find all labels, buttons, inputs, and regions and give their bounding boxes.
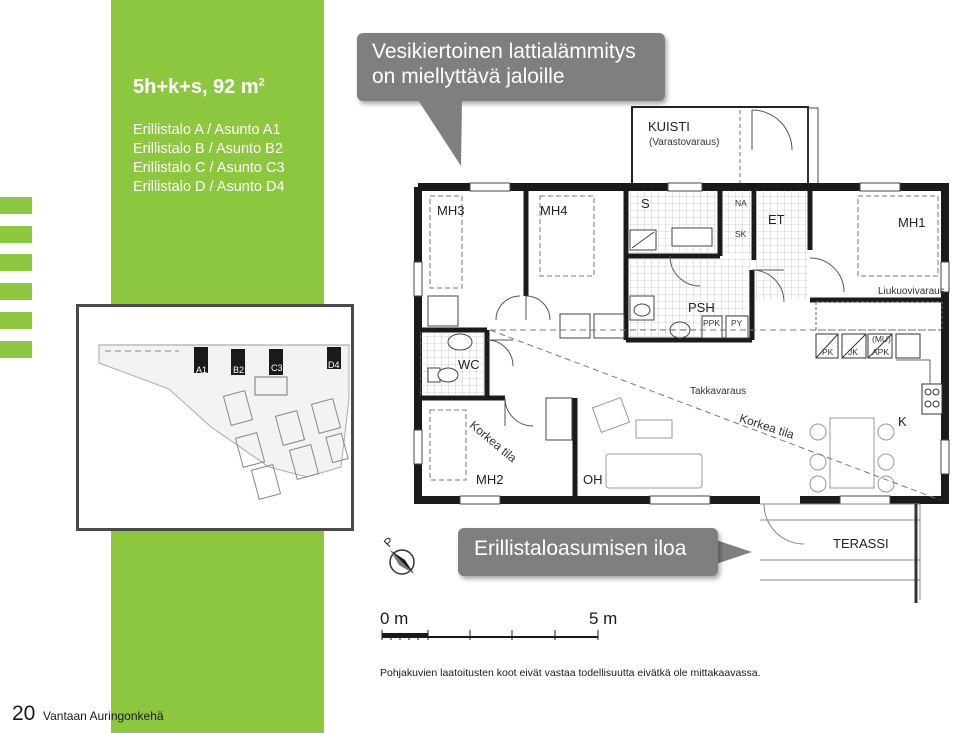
label-py: PY — [731, 318, 743, 328]
room-label-oh: OH — [583, 472, 603, 487]
publication-name: Vantaan Auringonkehä — [43, 709, 164, 723]
room-label-mh3: MH3 — [437, 203, 465, 218]
site-label-d4: D4 — [328, 360, 340, 370]
label-apk: APK — [872, 347, 890, 357]
unit-item: Erillistalo D / Asunto D4 — [133, 179, 285, 195]
room-note-kuisti: (Varastovaraus) — [649, 137, 720, 148]
label-jk: JK — [848, 347, 858, 357]
callout-top-text: Vesikiertoinen lattialämmitys on miellyttävä jaloille — [372, 40, 636, 88]
label-sliding-door: Liukuovivaraus — [878, 286, 945, 297]
unit-item: Erillistalo B / Asunto B2 — [133, 141, 283, 157]
callout-bottom-text: Erillistaloasumisen iloa — [474, 537, 687, 560]
room-label-terassi: TERASSI — [833, 536, 889, 551]
scale-label-start: 0 m — [380, 609, 409, 628]
room-label-mh2: MH2 — [476, 472, 504, 487]
room-label-na: NA — [735, 198, 747, 208]
apartment-title: 5h+k+s, 92 $m^2$ — [133, 76, 265, 98]
compass-rose — [390, 550, 414, 574]
site-label-b2: B2 — [233, 365, 245, 375]
label-pk: PK — [822, 347, 834, 357]
site-label-a1: A1 — [196, 365, 208, 375]
label-ppk: PPK — [703, 318, 721, 328]
room-label-psh: PSH — [688, 300, 715, 315]
label-mu: (MU) — [872, 334, 891, 344]
room-label-kuisti: KUISTI — [648, 119, 690, 134]
room-label-sk: SK — [735, 229, 747, 239]
label-high-ceiling-2: Korkea tila — [737, 411, 796, 442]
compass-label: P — [381, 534, 397, 550]
room-label-wc: WC — [458, 357, 480, 372]
room-label-mh1: MH1 — [898, 215, 926, 230]
scale-label-end: 5 m — [589, 609, 618, 628]
unit-item: Erillistalo A / Asunto A1 — [133, 122, 281, 138]
room-label-et: ET — [768, 212, 785, 227]
site-label-c3: C3 — [271, 363, 283, 373]
room-label-k: K — [898, 414, 907, 429]
label-fireplace: Takkavaraus — [690, 386, 747, 397]
room-label-s: S — [641, 196, 650, 211]
label-high-ceiling-1: Korkea tila — [467, 418, 520, 466]
page-number: 20 — [12, 702, 36, 725]
disclaimer-note: Pohjakuvien laatoitusten koot eivät vastaa todellisuutta eivätkä ole mittakaavassa. — [380, 667, 761, 679]
room-label-mh4: MH4 — [540, 203, 568, 218]
unit-item: Erillistalo C / Asunto C3 — [133, 160, 285, 176]
scale-bar — [382, 630, 598, 640]
